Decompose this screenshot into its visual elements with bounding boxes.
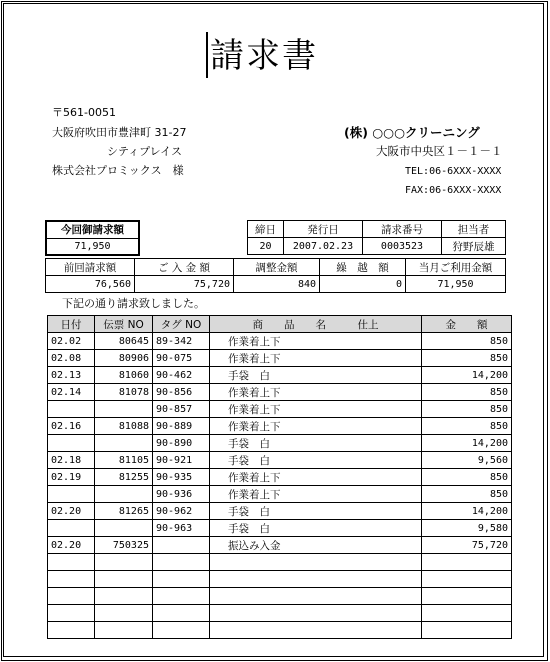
table-row bbox=[48, 537, 512, 554]
detail-amount: 850 bbox=[422, 333, 512, 350]
detail-slip-no bbox=[95, 622, 153, 639]
detail-slip-no: 81255 bbox=[95, 469, 153, 486]
text-cursor bbox=[206, 32, 208, 78]
detail-date: 02.13 bbox=[48, 367, 95, 384]
detail-amount bbox=[422, 588, 512, 605]
detail-tag-no: 90-890 bbox=[153, 435, 210, 452]
detail-item-name bbox=[210, 571, 422, 588]
table-row bbox=[48, 367, 512, 384]
detail-amount: 14,200 bbox=[422, 503, 512, 520]
detail-amount: 14,200 bbox=[422, 435, 512, 452]
detail-slip-no: 80906 bbox=[95, 350, 153, 367]
detail-slip-no bbox=[95, 486, 153, 503]
detail-amount bbox=[422, 622, 512, 639]
detail-tag-no: 90-462 bbox=[153, 367, 210, 384]
current-invoice-amount: 71,950 bbox=[46, 238, 139, 255]
summary-header: 繰 越 額 bbox=[320, 259, 406, 276]
detail-tag-no bbox=[153, 622, 210, 639]
detail-item-name: 作業着上下 bbox=[210, 401, 422, 418]
detail-date bbox=[48, 520, 95, 537]
detail-table bbox=[47, 315, 512, 639]
detail-slip-no bbox=[95, 435, 153, 452]
detail-tag-no bbox=[153, 588, 210, 605]
summary-table bbox=[45, 258, 506, 293]
detail-tag-no bbox=[153, 537, 210, 554]
table-row bbox=[48, 520, 512, 537]
detail-item-name bbox=[210, 554, 422, 571]
detail-tag-no: 90-962 bbox=[153, 503, 210, 520]
detail-date: 02.19 bbox=[48, 469, 95, 486]
info-issue-date: 2007.02.23 bbox=[284, 238, 363, 255]
detail-slip-no: 81088 bbox=[95, 418, 153, 435]
detail-item-name: 作業着上下 bbox=[210, 486, 422, 503]
detail-amount bbox=[422, 605, 512, 622]
recipient-address: 大阪府吹田市豊津町 31-27 bbox=[52, 126, 187, 139]
detail-tag-no: 90-075 bbox=[153, 350, 210, 367]
detail-date: 02.16 bbox=[48, 418, 95, 435]
sender-tel: TEL:06-6XXX-XXXX bbox=[405, 166, 502, 177]
table-row bbox=[48, 503, 512, 520]
current-invoice-label: 今回御請求額 bbox=[46, 221, 139, 238]
detail-item-name: 手袋 白 bbox=[210, 452, 422, 469]
summary-header: 当月ご利用金額 bbox=[406, 259, 506, 276]
detail-slip-no: 81265 bbox=[95, 503, 153, 520]
detail-slip-no: 750325 bbox=[95, 537, 153, 554]
detail-date: 02.20 bbox=[48, 537, 95, 554]
detail-date bbox=[48, 571, 95, 588]
detail-amount bbox=[422, 554, 512, 571]
sender-company: (株) ○○○クリーニング bbox=[344, 125, 480, 140]
detail-tag-no bbox=[153, 554, 210, 571]
sender-address: 大阪市中央区１－１－１ bbox=[376, 144, 503, 158]
summary-header: 前回請求額 bbox=[46, 259, 135, 276]
detail-item-name: 手袋 白 bbox=[210, 520, 422, 537]
info-header: 担当者 bbox=[442, 221, 506, 238]
summary-header: ご 入 金 額 bbox=[135, 259, 234, 276]
detail-date: 02.02 bbox=[48, 333, 95, 350]
table-row bbox=[48, 622, 512, 639]
detail-tag-no bbox=[153, 571, 210, 588]
detail-amount: 850 bbox=[422, 469, 512, 486]
document-title: 請求書 bbox=[210, 36, 318, 76]
detail-amount: 850 bbox=[422, 486, 512, 503]
detail-item-name: 作業着上下 bbox=[210, 384, 422, 401]
detail-slip-no: 80645 bbox=[95, 333, 153, 350]
table-row bbox=[48, 350, 512, 367]
detail-item-name bbox=[210, 605, 422, 622]
detail-date bbox=[48, 588, 95, 605]
table-row bbox=[48, 418, 512, 435]
recipient-postal: 〒561-0051 bbox=[52, 106, 116, 119]
detail-amount: 75,720 bbox=[422, 537, 512, 554]
detail-header: 日付 bbox=[48, 316, 95, 333]
detail-item-name: 手袋 白 bbox=[210, 367, 422, 384]
detail-slip-no bbox=[95, 520, 153, 537]
detail-slip-no: 81060 bbox=[95, 367, 153, 384]
detail-amount: 850 bbox=[422, 401, 512, 418]
recipient-name: 株式会社プロミックス 様 bbox=[52, 164, 184, 177]
detail-header: タグ NO bbox=[153, 316, 210, 333]
detail-date bbox=[48, 401, 95, 418]
detail-amount: 850 bbox=[422, 350, 512, 367]
info-person-in-charge: 狩野辰雄 bbox=[442, 238, 506, 255]
detail-amount: 14,200 bbox=[422, 367, 512, 384]
detail-tag-no: 90-856 bbox=[153, 384, 210, 401]
recipient-building: シティプレイス bbox=[107, 145, 183, 158]
detail-date: 02.18 bbox=[48, 452, 95, 469]
table-row bbox=[48, 469, 512, 486]
detail-header: 金 額 bbox=[422, 316, 512, 333]
detail-item-name bbox=[210, 622, 422, 639]
detail-header: 商 品 名 仕上 bbox=[210, 316, 422, 333]
detail-tag-no: 89-342 bbox=[153, 333, 210, 350]
detail-amount: 850 bbox=[422, 384, 512, 401]
info-cutoff-day: 20 bbox=[248, 238, 284, 255]
detail-date bbox=[48, 554, 95, 571]
detail-slip-no bbox=[95, 554, 153, 571]
detail-item-name: 作業着上下 bbox=[210, 350, 422, 367]
table-row bbox=[48, 435, 512, 452]
table-row bbox=[48, 452, 512, 469]
detail-slip-no bbox=[95, 571, 153, 588]
detail-date: 02.14 bbox=[48, 384, 95, 401]
detail-amount: 9,580 bbox=[422, 520, 512, 537]
detail-item-name: 振込み入金 bbox=[210, 537, 422, 554]
summary-header: 調整金額 bbox=[234, 259, 320, 276]
detail-slip-no bbox=[95, 605, 153, 622]
summary-carryover-amount: 0 bbox=[320, 276, 406, 293]
summary-payment-amount: 75,720 bbox=[135, 276, 234, 293]
detail-amount bbox=[422, 571, 512, 588]
sender-fax: FAX:06-6XXX-XXXX bbox=[405, 185, 502, 196]
detail-amount: 850 bbox=[422, 418, 512, 435]
detail-date bbox=[48, 605, 95, 622]
detail-item-name bbox=[210, 588, 422, 605]
summary-adjustment-amount: 840 bbox=[234, 276, 320, 293]
info-header: 請求番号 bbox=[363, 221, 442, 238]
detail-slip-no bbox=[95, 588, 153, 605]
detail-date: 02.08 bbox=[48, 350, 95, 367]
table-row bbox=[48, 571, 512, 588]
detail-tag-no: 90-963 bbox=[153, 520, 210, 537]
table-row bbox=[48, 554, 512, 571]
table-row bbox=[48, 333, 512, 350]
detail-date bbox=[48, 435, 95, 452]
detail-tag-no: 90-935 bbox=[153, 469, 210, 486]
info-header: 発行日 bbox=[284, 221, 363, 238]
invoice-info-table bbox=[247, 220, 506, 255]
detail-date bbox=[48, 622, 95, 639]
table-row bbox=[48, 384, 512, 401]
detail-tag-no: 90-936 bbox=[153, 486, 210, 503]
detail-tag-no: 90-921 bbox=[153, 452, 210, 469]
table-row bbox=[48, 588, 512, 605]
info-header: 締日 bbox=[248, 221, 284, 238]
detail-tag-no bbox=[153, 605, 210, 622]
detail-date: 02.20 bbox=[48, 503, 95, 520]
detail-slip-no: 81105 bbox=[95, 452, 153, 469]
detail-item-name: 作業着上下 bbox=[210, 418, 422, 435]
detail-amount: 9,560 bbox=[422, 452, 512, 469]
detail-slip-no: 81078 bbox=[95, 384, 153, 401]
summary-current-usage-amount: 71,950 bbox=[406, 276, 506, 293]
invoice-note: 下記の通り請求致しました。 bbox=[62, 297, 205, 310]
summary-previous-amount: 76,560 bbox=[46, 276, 135, 293]
info-invoice-number: 0003523 bbox=[363, 238, 442, 255]
detail-slip-no bbox=[95, 401, 153, 418]
detail-tag-no: 90-889 bbox=[153, 418, 210, 435]
detail-item-name: 作業着上下 bbox=[210, 333, 422, 350]
detail-item-name: 手袋 白 bbox=[210, 503, 422, 520]
table-row bbox=[48, 401, 512, 418]
detail-item-name: 作業着上下 bbox=[210, 469, 422, 486]
detail-date bbox=[48, 486, 95, 503]
detail-item-name: 手袋 白 bbox=[210, 435, 422, 452]
current-invoice-box bbox=[45, 220, 140, 256]
table-row bbox=[48, 486, 512, 503]
detail-tag-no: 90-857 bbox=[153, 401, 210, 418]
table-row bbox=[48, 605, 512, 622]
detail-header: 伝票 NO bbox=[95, 316, 153, 333]
